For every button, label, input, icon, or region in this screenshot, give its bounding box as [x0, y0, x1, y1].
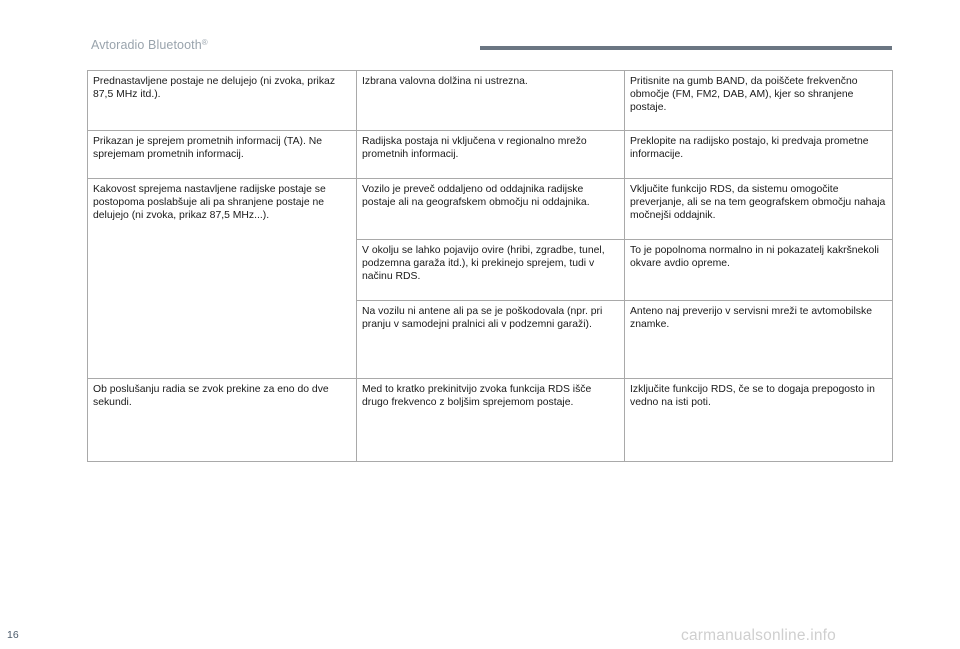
cause-cell: Radijska postaja ni vključena v regionalno mrežo prometnih informacij.	[357, 131, 625, 179]
problem-cell: Prikazan je sprejem prometnih informacij (TA). Ne sprejemam prometnih informacij.	[88, 131, 357, 179]
solution-cell: Pritisnite na gumb BAND, da poiščete frekvenčno območje (FM, FM2, DAB, AM), kjer so shranjene postaje.	[625, 71, 893, 131]
table-row	[88, 179, 893, 240]
solution-cell: Izključite funkcijo RDS, če se to dogaja prepogosto in vedno na isti poti.	[625, 379, 893, 462]
cause-cell: Vozilo je preveč oddaljeno od oddajnika radijske postaje ali na geografskem območju ni oddajnika.	[357, 179, 625, 240]
table-row	[88, 71, 893, 131]
cause-cell: Izbrana valovna dolžina ni ustrezna.	[357, 71, 625, 131]
cause-cell: Na vozilu ni antene ali pa se je poškodovala (npr. pri pranju v samodejni pralnici ali v podzemni garaži).	[357, 301, 625, 379]
solution-cell: Preklopite na radijsko postajo, ki predvaja prometne informacije.	[625, 131, 893, 179]
page-number: 16	[7, 629, 19, 641]
solution-cell: To je popolnoma normalno in ni pokazatelj kakršnekoli okvare avdio opreme.	[625, 240, 893, 301]
problem-cell: Prednastavljene postaje ne delujejo (ni zvoka, prikaz 87,5 MHz itd.).	[88, 71, 357, 131]
watermark-text: carmanualsonline.info	[681, 627, 836, 644]
table-row	[88, 131, 893, 179]
header-divider-bar	[480, 46, 892, 50]
solution-cell: Anteno naj preverijo v servisni mreži te avtomobilske znamke.	[625, 301, 893, 379]
cause-cell: V okolju se lahko pojavijo ovire (hribi, zgradbe, tunel, podzemna garaža itd.), ki prekinejo sprejem, tudi v načinu RDS.	[357, 240, 625, 301]
problem-cell: Kakovost sprejema nastavljene radijske postaje se postopoma poslabšuje ali pa shranjene postaje ne delujejo (ni zvoka, prikaz 87,5 MHz...).	[88, 179, 357, 379]
problem-cell: Ob poslušanju radia se zvok prekine za eno do dve sekundi.	[88, 379, 357, 462]
cause-cell: Med to kratko prekinitvijo zvoka funkcija RDS išče drugo frekvenco z boljšim sprejemom postaje.	[357, 379, 625, 462]
section-title: Avtoradio Bluetooth®	[91, 38, 208, 52]
troubleshooting-table	[87, 70, 893, 462]
table-row	[88, 379, 893, 462]
solution-cell: Vključite funkcijo RDS, da sistemu omogočite preverjanje, ali se na tem geografskem območju nahaja močnejši oddajnik.	[625, 179, 893, 240]
registered-mark: ®	[201, 38, 208, 47]
